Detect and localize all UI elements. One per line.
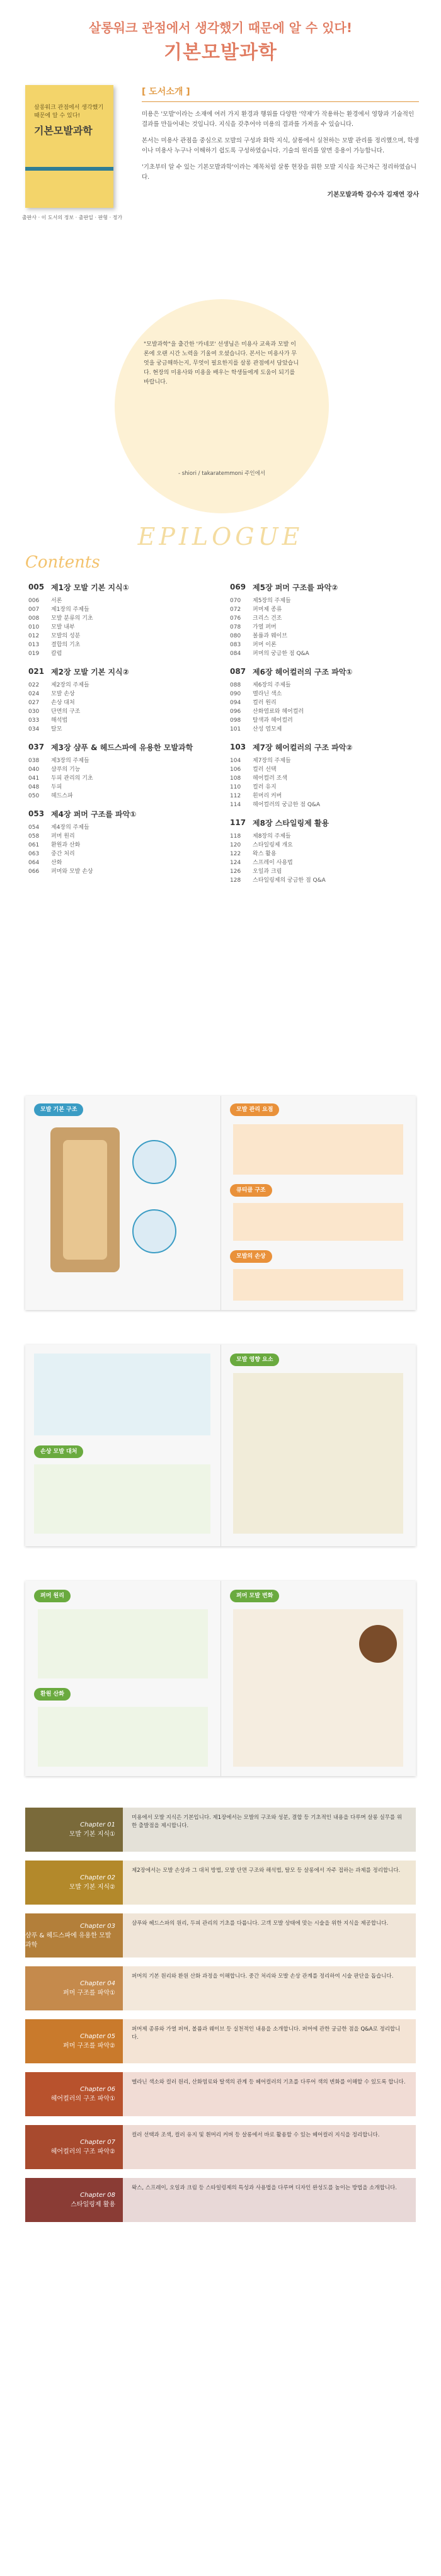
toc-item-page: 022 (28, 682, 40, 688)
chapter-description: 제2장에서는 모발 손상과 그 대처 방법, 모발 단면 구조와 해석법, 탈모 등 살롱에서 자주 접하는 과제를 정리합니다. (123, 1861, 416, 1905)
spread-3 (25, 1581, 416, 1776)
toc-chapter-page: 069 (230, 583, 246, 591)
toc-chapter-title: 제3장 샴푸 & 헤드스파에 유용한 모발과학 (51, 743, 193, 752)
toc-item-page: 122 (230, 851, 241, 857)
toc-chapter (230, 743, 419, 809)
illustration-row (233, 1203, 403, 1241)
banner-subtitle: 살롱워크 관점에서 생각했기 때문에 알 수 있다! (89, 20, 352, 35)
toc-item-page: 108 (230, 775, 241, 782)
book-cover-top: 살롱워크 관점에서 생각했기 때문에 알 수 있다! (34, 105, 104, 119)
toc-item (28, 832, 217, 841)
chapter-row (25, 1808, 416, 1852)
toc-item-title: 산성 염모제 (253, 726, 282, 732)
toc-chapter (230, 583, 419, 658)
book-cover-title: 기본모발과학 (34, 125, 93, 137)
toc-item (230, 681, 419, 690)
toc-item (230, 832, 419, 841)
chapter-row (25, 1966, 416, 2010)
toc-item (28, 823, 217, 832)
toc-item (230, 841, 419, 850)
toc-item (28, 707, 217, 716)
spread-gutter (220, 1581, 221, 1776)
toc-item-page: 080 (230, 633, 241, 639)
toc-item-page: 070 (230, 598, 241, 604)
toc-item-page: 013 (28, 642, 40, 648)
toc-item (230, 725, 419, 734)
toc-item-page: 110 (230, 784, 241, 790)
spread-bubble: 모발의 손상 (230, 1250, 272, 1263)
toc-item-page: 007 (28, 607, 40, 613)
toc-item-page: 010 (28, 624, 40, 630)
toc-chapter-page: 087 (230, 667, 246, 676)
toc-item-page: 124 (230, 860, 241, 866)
intro-paragraph: 본서는 미용사 관점을 중심으로 모발의 구성과 화학 지식, 살롱에서 실천하는 모발 관리를 정리했으며, 학생이나 미용사 누구나 이해하기 쉽도록 구성하였습니다. 기술의 원리를 알면 응용이 가능합니다. (142, 137, 419, 154)
toc-item-title: 헤어컬러 조색 (253, 775, 288, 782)
toc-item (230, 858, 419, 867)
toc-item-title: 환원과 산화 (51, 842, 81, 848)
toc-chapter-title: 제4장 퍼머 구조를 파악① (51, 810, 137, 819)
detail-circle (132, 1140, 176, 1184)
toc-item-title: 손상 대처 (51, 700, 75, 706)
book-cover (25, 85, 113, 208)
intro-paragraph: '기초부터 알 수 있는 기본모발과학'이라는 제목처럼 살롱 현장을 위한 모발 지식을 차근차근 정리하였습니다. (142, 164, 417, 181)
chapter-row (25, 2178, 416, 2222)
toc-item-page: 072 (230, 607, 241, 613)
toc-item-page: 061 (28, 842, 40, 848)
toc-item (230, 783, 419, 792)
toc-item-page: 106 (230, 767, 241, 773)
toc-item-page: 112 (230, 793, 241, 799)
toc-item (28, 765, 217, 774)
toc-item (28, 632, 217, 641)
toc-item-page: 101 (230, 726, 241, 732)
toc-chapter (28, 743, 217, 801)
toc-item (230, 867, 419, 876)
book-intro (142, 85, 419, 198)
toc-item (230, 765, 419, 774)
toc-item-title: 컬러 선택 (253, 767, 277, 773)
toc-item (230, 698, 419, 707)
table-illustration (34, 1354, 210, 1435)
chapter-title: 모발 기본 지식① (69, 1831, 115, 1838)
contents-title: Contents (25, 553, 100, 572)
chapter-number: Chapter 08 (80, 2192, 115, 2199)
book-caption: 출판사 · 이 도서의 정보 · 출판일 · 판형 · 정가 (21, 215, 123, 220)
intro-label: [ 도서소개 ] (142, 85, 419, 102)
chapter-number: Chapter 03 (80, 1922, 115, 1930)
toc-item-title: 흰머리 커버 (253, 793, 282, 799)
top-banner (0, 0, 441, 64)
toc-item-title: 모발의 성분 (51, 633, 81, 639)
toc-item-page: 104 (230, 758, 241, 764)
chapter-number: Chapter 05 (80, 2033, 115, 2040)
chapter-title: 모발 기본 지식② (69, 1884, 115, 1891)
illustration-row (38, 1707, 208, 1767)
toc-chapter-head (28, 583, 217, 593)
toc-chapter-page: 005 (28, 583, 45, 591)
toc-item-page: 083 (230, 642, 241, 648)
spread-bubble: 퍼머 모발 변화 (230, 1590, 279, 1602)
chapter-number: Chapter 06 (80, 2086, 115, 2093)
toc-item-title: 중간 처리 (51, 851, 75, 857)
toc-chapter-head (28, 667, 217, 677)
toc-item (28, 681, 217, 690)
illustration-row (233, 1269, 403, 1301)
toc-item (28, 596, 217, 605)
toc-item-title: 크리스 건조 (253, 615, 282, 622)
toc-item-title: 스타일링제 개요 (253, 842, 293, 848)
toc-item (28, 783, 217, 792)
toc-item (28, 690, 217, 698)
toc-item-page: 128 (230, 877, 241, 884)
toc-item-title: 두피 관리의 기초 (51, 775, 93, 782)
toc-item-title: 스프레이 사용법 (253, 860, 293, 866)
toc-item-page: 024 (28, 691, 40, 697)
toc-item-title: 결합의 기초 (51, 642, 81, 648)
toc-chapter-title: 제1장 모발 기본 지식① (51, 583, 129, 592)
chapter-row (25, 1913, 416, 1958)
toc-item-title: 퍼머 원리 (51, 833, 75, 840)
chapter-row (25, 2072, 416, 2116)
toc-item (28, 623, 217, 632)
chapter-title: 퍼머 구조를 파악① (63, 1990, 115, 1997)
toc-item-page: 090 (230, 691, 241, 697)
toc-item-page: 120 (230, 842, 241, 848)
toc-chapter-title: 제8장 스타일링제 활용 (253, 819, 329, 828)
intro-paragraph: 미용은 '모발'이라는 소재에 여러 가지 환경과 행위를 다양한 '약제'가 작용하는 환경에서 영향과 기술적인 결과를 만들어내는 것입니다. 지식을 갖추어야 미용의 결과를 가져올 수 있습니다. (142, 111, 415, 128)
toc-chapter-head (230, 667, 419, 677)
toc-item-title: 헤어컬러의 궁금한 점 Q&A (253, 802, 321, 808)
toc-item (230, 641, 419, 649)
toc-item-title: 제6장의 주제들 (253, 682, 291, 688)
chapter-title: 헤어컬러의 구조 파악① (50, 2095, 115, 2102)
hair-structure-inner (63, 1140, 107, 1260)
chapter-description: 퍼머의 기본 원리와 환원 산화 과정을 이해합니다. 중간 처리와 모발 손상 관계를 정리하여 시술 판단을 돕습니다. (123, 1966, 416, 2010)
spread-gutter (220, 1096, 221, 1310)
table-illustration (34, 1464, 210, 1534)
toc-item (230, 792, 419, 801)
toc-item (230, 649, 419, 658)
toc-item-page: 054 (28, 824, 40, 831)
toc-item-page: 084 (230, 651, 241, 657)
toc-item (230, 850, 419, 858)
toc-item-title: 퍼머제 종류 (253, 607, 282, 613)
toc-item-title: 컬러 유지 (253, 784, 277, 790)
toc-item-title: 컬러 원리 (253, 700, 277, 706)
chapter-number: Chapter 02 (80, 1874, 115, 1881)
toc-item (230, 632, 419, 641)
chapter-number: Chapter 01 (80, 1821, 115, 1828)
toc-item-title: 왁스 활용 (253, 851, 277, 857)
toc-item-page: 012 (28, 633, 40, 639)
toc-item-title: 제5장의 주제들 (253, 598, 291, 604)
epilogue-circle (115, 299, 329, 513)
chapter-label (25, 2072, 123, 2116)
toc-chapter-page: 021 (28, 667, 45, 676)
illustration-row (233, 1124, 403, 1175)
toc-chapter-head (230, 818, 419, 828)
spread-bubble: 모발 영향 요소 (230, 1354, 279, 1366)
toc-item-page: 064 (28, 860, 40, 866)
toc-item (230, 596, 419, 605)
toc-item (28, 841, 217, 850)
toc-item-page: 033 (28, 717, 40, 724)
toc-item (28, 698, 217, 707)
toc-chapter-title: 제2장 모발 기본 지식② (51, 668, 129, 676)
toc-item (28, 792, 217, 801)
toc-item-page: 040 (28, 767, 40, 773)
toc-item-title: 멜라닌 색소 (253, 691, 282, 697)
toc-item (28, 850, 217, 858)
chapter-label (25, 2125, 123, 2169)
toc-item-title: 모발 분류의 기초 (51, 615, 93, 622)
toc-chapter-page: 037 (28, 743, 45, 751)
toc-chapter-page: 117 (230, 818, 246, 827)
epilogue-credit: - shiori / takaratemmoni 주인에서 (178, 470, 266, 477)
toc-item-title: 탈모 (51, 726, 62, 732)
toc-chapter (28, 809, 217, 876)
toc-item-title: 단면의 구조 (51, 709, 81, 715)
toc-item (28, 614, 217, 623)
toc-item-page: 126 (230, 869, 241, 875)
toc-item-page: 008 (28, 615, 40, 622)
toc-item (230, 605, 419, 614)
toc-chapter-page: 103 (230, 743, 246, 751)
chapter-row (25, 2019, 416, 2063)
chapter-title: 스타일링제 활용 (71, 2201, 115, 2208)
toc-item (230, 614, 419, 623)
toc-item (230, 623, 419, 632)
chapter-label (25, 1913, 123, 1958)
diagram-area (233, 1373, 403, 1534)
toc-right-column (230, 583, 419, 894)
spread-bubble: 퍼머 원리 (34, 1590, 71, 1602)
toc-item-title: 제4장의 주제들 (51, 824, 89, 831)
toc-item-title: 서론 (51, 598, 62, 604)
toc-item (230, 801, 419, 809)
toc-item-page: 041 (28, 775, 40, 782)
chapter-label (25, 2178, 123, 2222)
toc-item-title: 탈색과 헤어컬러 (253, 717, 293, 724)
toc-item (28, 858, 217, 867)
toc-item (230, 876, 419, 885)
banner-title: 기본모발과학 (164, 42, 277, 64)
toc-item-title: 샴푸의 기능 (51, 767, 81, 773)
toc-item-page: 088 (230, 682, 241, 688)
chapter-description: 왁스, 스프레이, 오일과 크림 등 스타일링제의 특성과 사용법을 다루며 디자인 완성도를 높이는 방법을 소개합니다. (123, 2178, 416, 2222)
toc-item (28, 641, 217, 649)
toc-item-page: 094 (230, 700, 241, 706)
toc-item-title: 제8장의 주제들 (253, 833, 291, 840)
toc-chapter-title: 제7장 헤어컬러의 구조 파악② (253, 743, 353, 752)
toc-item-page: 030 (28, 709, 40, 715)
toc-item-page: 048 (28, 784, 40, 790)
toc-item-title: 산화염료와 헤어컬러 (253, 709, 304, 715)
toc-item-title: 제3장의 주제들 (51, 758, 89, 764)
toc-item-title: 헤드스파 (51, 793, 73, 799)
toc-item-title: 퍼머 이론 (253, 642, 277, 648)
toc-item-title: 퍼머의 궁금한 점 Q&A (253, 651, 309, 657)
toc-item (230, 774, 419, 783)
toc-item (28, 867, 217, 876)
book-cover-band (25, 167, 113, 171)
toc-item-title: 제2장의 주제들 (51, 682, 89, 688)
toc-item-title: 모발 내부 (51, 624, 75, 630)
toc-chapter-title: 제5장 퍼머 구조를 파악② (253, 583, 338, 592)
toc-item-page: 058 (28, 833, 40, 840)
toc-chapter-head (28, 743, 217, 753)
toc-item-title: 모발 손상 (51, 691, 75, 697)
spread-bubble: 모발 관리 요점 (230, 1103, 279, 1116)
chapter-description: 샴푸와 헤드스파의 원리, 두피 관리의 기초를 다룹니다. 고객 모발 상태에 맞는 시술을 위한 지식을 제공합니다. (123, 1913, 416, 1958)
epilogue-text: "모발과학"을 출간한 '카네코' 선생님은 미용사 교육과 모발 이론에 오랜 시간 노력을 기울여 오셨습니다. 본서는 미용사가 무엇을 궁금해하는지, 무엇이 필요한지를 살롱 관점에서 담았습니다. 현장의 미용사와 미용을 배우는 학생들에게 도움이 되기를 바랍니다. (144, 341, 299, 385)
epilogue-word: EPILOGUE (137, 523, 304, 550)
toc-item-page: 118 (230, 833, 241, 840)
toc-item-page: 034 (28, 726, 40, 732)
detail-circle (132, 1209, 176, 1253)
toc-item-page: 098 (230, 717, 241, 724)
chapter-title: 퍼머 구조를 파악② (63, 2043, 115, 2049)
toc-chapter (230, 818, 419, 885)
toc-item (230, 690, 419, 698)
toc-item-title: 볼륨과 웨이브 (253, 633, 288, 639)
chapter-row (25, 2125, 416, 2169)
toc-item (230, 716, 419, 725)
chapter-description: 미용에서 모발 지식은 기본입니다. 제1장에서는 모발의 구조와 성분, 결합 등 기초적인 내용을 다루며 살롱 실무를 위한 출발점을 제시합니다. (123, 1808, 416, 1852)
chapter-row (25, 1861, 416, 1905)
chapter-label (25, 1808, 123, 1852)
intro-signature: 기본모발과학 감수자 김재연 강사 (327, 191, 419, 198)
toc-item-title: 제1장의 주제들 (51, 607, 89, 613)
toc-item-page: 050 (28, 793, 40, 799)
chapter-description: 컬러 선택과 조색, 컬러 유지 및 흰머리 커버 등 살롱에서 바로 활용할 수 있는 헤어컬러 지식을 정리합니다. (123, 2125, 416, 2169)
toc-item-page: 114 (230, 802, 241, 808)
toc-left-column (28, 583, 217, 885)
toc-item-title: 산화 (51, 860, 62, 866)
toc-chapter (28, 667, 217, 734)
spread-2 (25, 1345, 416, 1546)
toc-item (230, 756, 419, 765)
toc-item-title: 칼럼 (51, 651, 62, 657)
toc-item (230, 707, 419, 716)
toc-item-title: 해석법 (51, 717, 68, 724)
chapter-description: 퍼머제 종류와 가열 퍼머, 볼륨과 웨이브 등 실천적인 내용을 소개합니다. 퍼머에 관한 궁금한 점을 Q&A로 정리합니다. (123, 2019, 416, 2063)
spread-bubble: 환원 산화 (34, 1688, 71, 1701)
toc-item (28, 605, 217, 614)
toc-item-title: 스타일링제의 궁금한 점 Q&A (253, 877, 326, 884)
toc-item-page: 006 (28, 598, 40, 604)
spread-1 (25, 1096, 416, 1310)
toc-item (28, 725, 217, 734)
toc-item-page: 027 (28, 700, 40, 706)
toc-item (28, 649, 217, 658)
toc-item (28, 774, 217, 783)
toc-item-title: 오일과 크림 (253, 869, 282, 875)
chapter-label (25, 1966, 123, 2010)
hair-cross-section (359, 1625, 397, 1663)
toc-item (28, 756, 217, 765)
toc-chapter-head (28, 809, 217, 819)
toc-item-title: 퍼머와 모발 손상 (51, 869, 93, 875)
toc-chapter (230, 667, 419, 734)
toc-item-page: 078 (230, 624, 241, 630)
toc-item-title: 제7장의 주제들 (253, 758, 291, 764)
chapter-title: 샴푸 & 헤드스파에 유용한 모발과학 (25, 1932, 112, 1949)
spread-bubble: 손상 모발 대처 (34, 1445, 83, 1458)
toc-chapter-head (230, 583, 419, 593)
toc-chapter (28, 583, 217, 658)
toc-item-page: 038 (28, 758, 40, 764)
toc-chapter-title: 제6장 헤어컬러의 구조 파악① (253, 668, 353, 676)
chapter-description: 멜라닌 색소와 컬러 원리, 산화염료와 탈색의 관계 등 헤어컬러의 기초를 다루어 색의 변화를 이해할 수 있도록 합니다. (123, 2072, 416, 2116)
toc-chapter-head (230, 743, 419, 753)
spread-bubble: 큐티클 구조 (230, 1184, 272, 1197)
spread-gutter (220, 1345, 221, 1546)
chapter-title: 헤어컬러의 구조 파악② (50, 2148, 115, 2155)
toc-item (28, 716, 217, 725)
toc-item-page: 066 (28, 869, 40, 875)
toc-item-title: 가열 퍼머 (253, 624, 277, 630)
spread-bubble: 모발 기본 구조 (34, 1103, 83, 1116)
chapter-number: Chapter 04 (80, 1980, 115, 1987)
toc-item-page: 019 (28, 651, 40, 657)
toc-item-page: 096 (230, 709, 241, 715)
toc-item-page: 063 (28, 851, 40, 857)
illustration-row (38, 1609, 208, 1678)
toc-chapter-page: 053 (28, 809, 45, 818)
chapter-label (25, 2019, 123, 2063)
toc-item-page: 076 (230, 615, 241, 622)
toc-item-title: 두피 (51, 784, 62, 790)
chapter-label (25, 1861, 123, 1905)
chapter-number: Chapter 07 (80, 2139, 115, 2146)
